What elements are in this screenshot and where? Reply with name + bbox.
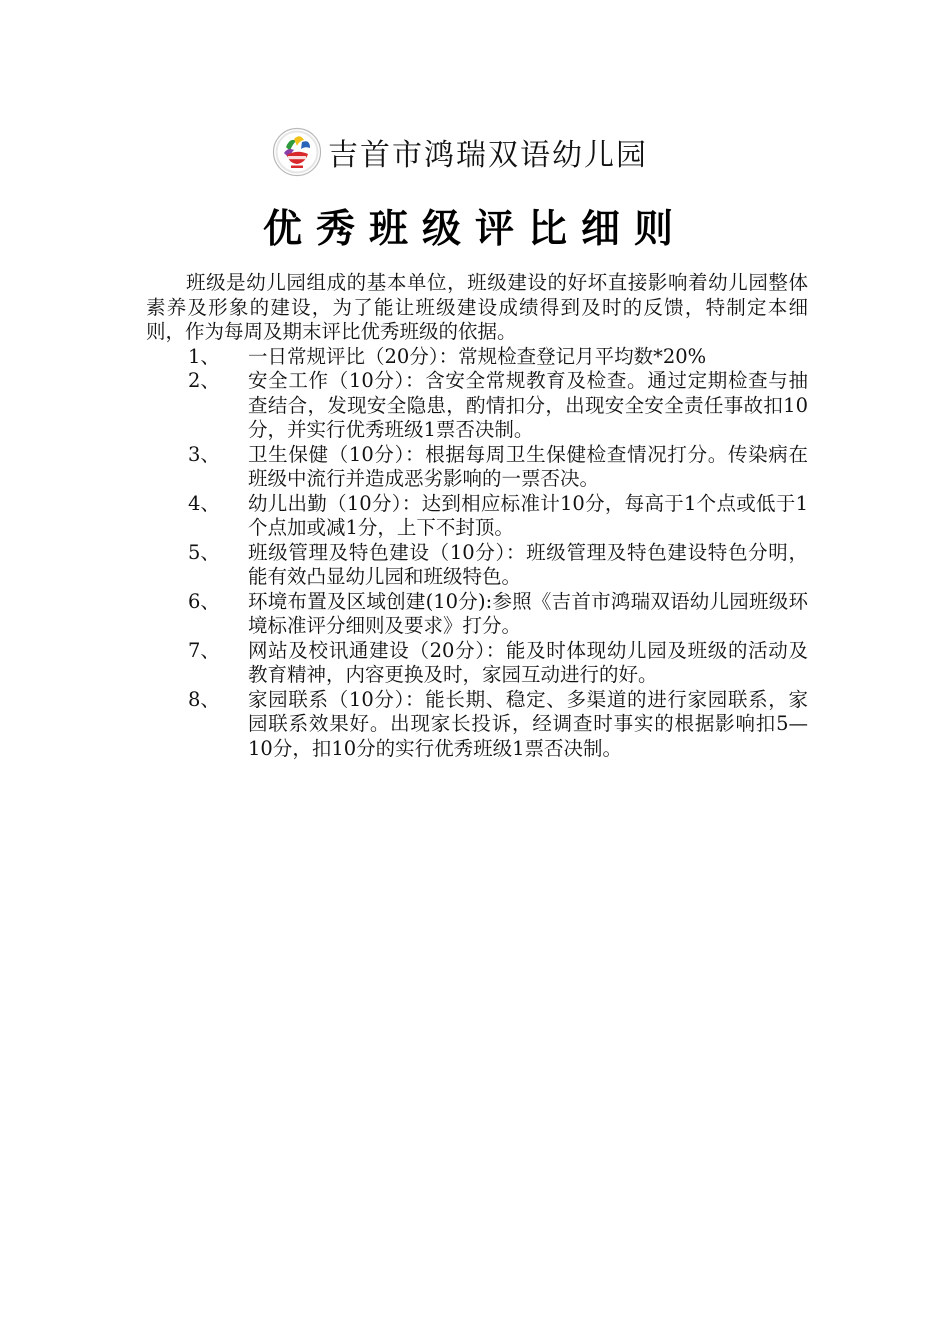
rule-text: 一日常规评比（20分）：常规检查登记月平均数*20% [248,344,707,368]
rule-item [146,541,808,590]
rule-number: 7、 [188,638,220,662]
school-name: 吉首市鸿瑞双语幼儿园 [328,138,648,173]
rule-number: 5、 [188,540,220,564]
rule-number: 4、 [188,491,220,515]
rule-number: 2、 [188,369,220,392]
rule-item [146,688,808,762]
rule-item [146,492,808,541]
intro-paragraph: 班级是幼儿园组成的基本单位，班级建设的好坏直接影响着幼儿园整体素养及形象的建设，为了能让班级建设成绩得到及时的反馈，特制定本细则，作为每周及期末评比优秀班级的依据。 [146,271,808,343]
rule-item [146,443,808,492]
rule-text: 班级管理及特色建设（10分）：班级管理及特色建设特色分明，能有效凸显幼儿园和班级特色。 [248,540,808,588]
kindergarten-logo-icon [272,127,322,177]
rule-item [146,345,808,370]
document-body [146,271,808,761]
school-header [272,124,648,180]
rule-text: 网站及校讯通建设（20分）：能及时体现幼儿园及班级的活动及教育精神，内容更换及时，家园互动进行的好。 [248,638,808,686]
rule-item [146,639,808,688]
rule-text: 家园联系（10分）：能长期、稳定、多渠道的进行家园联系，家园联系效果好。出现家长投诉，经调查时事实的根据影响扣5—10分，扣10分的实行优秀班级1票否决制。 [248,687,808,760]
rules-list [146,345,808,762]
rule-number: 6、 [188,589,220,613]
rule-number: 3、 [188,442,220,466]
rule-text: 安全工作（10分）：含安全常规教育及检查。通过定期检查与抽查结合，发现安全隐患，酌情扣分，出现安全安全责任事故扣10分，并实行优秀班级1票否决制。 [248,369,808,441]
rule-text: 幼儿出勤（10分）：达到相应标准计10分，每高于1个点或低于1个点加或减1分，上下不封顶。 [248,491,808,539]
rule-number: 1、 [188,344,220,368]
rule-text: 环境布置及区域创建(10分):参照《吉首市鸿瑞双语幼儿园班级环境标准评分细则及要求》打分。 [248,589,808,637]
rule-item [146,590,808,639]
rule-number: 8、 [188,687,220,711]
rule-item [146,369,808,443]
rule-text: 卫生保健（10分）：根据每周卫生保健检查情况打分。传染病在班级中流行并造成恶劣影响的一票否决。 [248,442,808,490]
document-title: 优秀班级评比细则 [262,207,687,252]
